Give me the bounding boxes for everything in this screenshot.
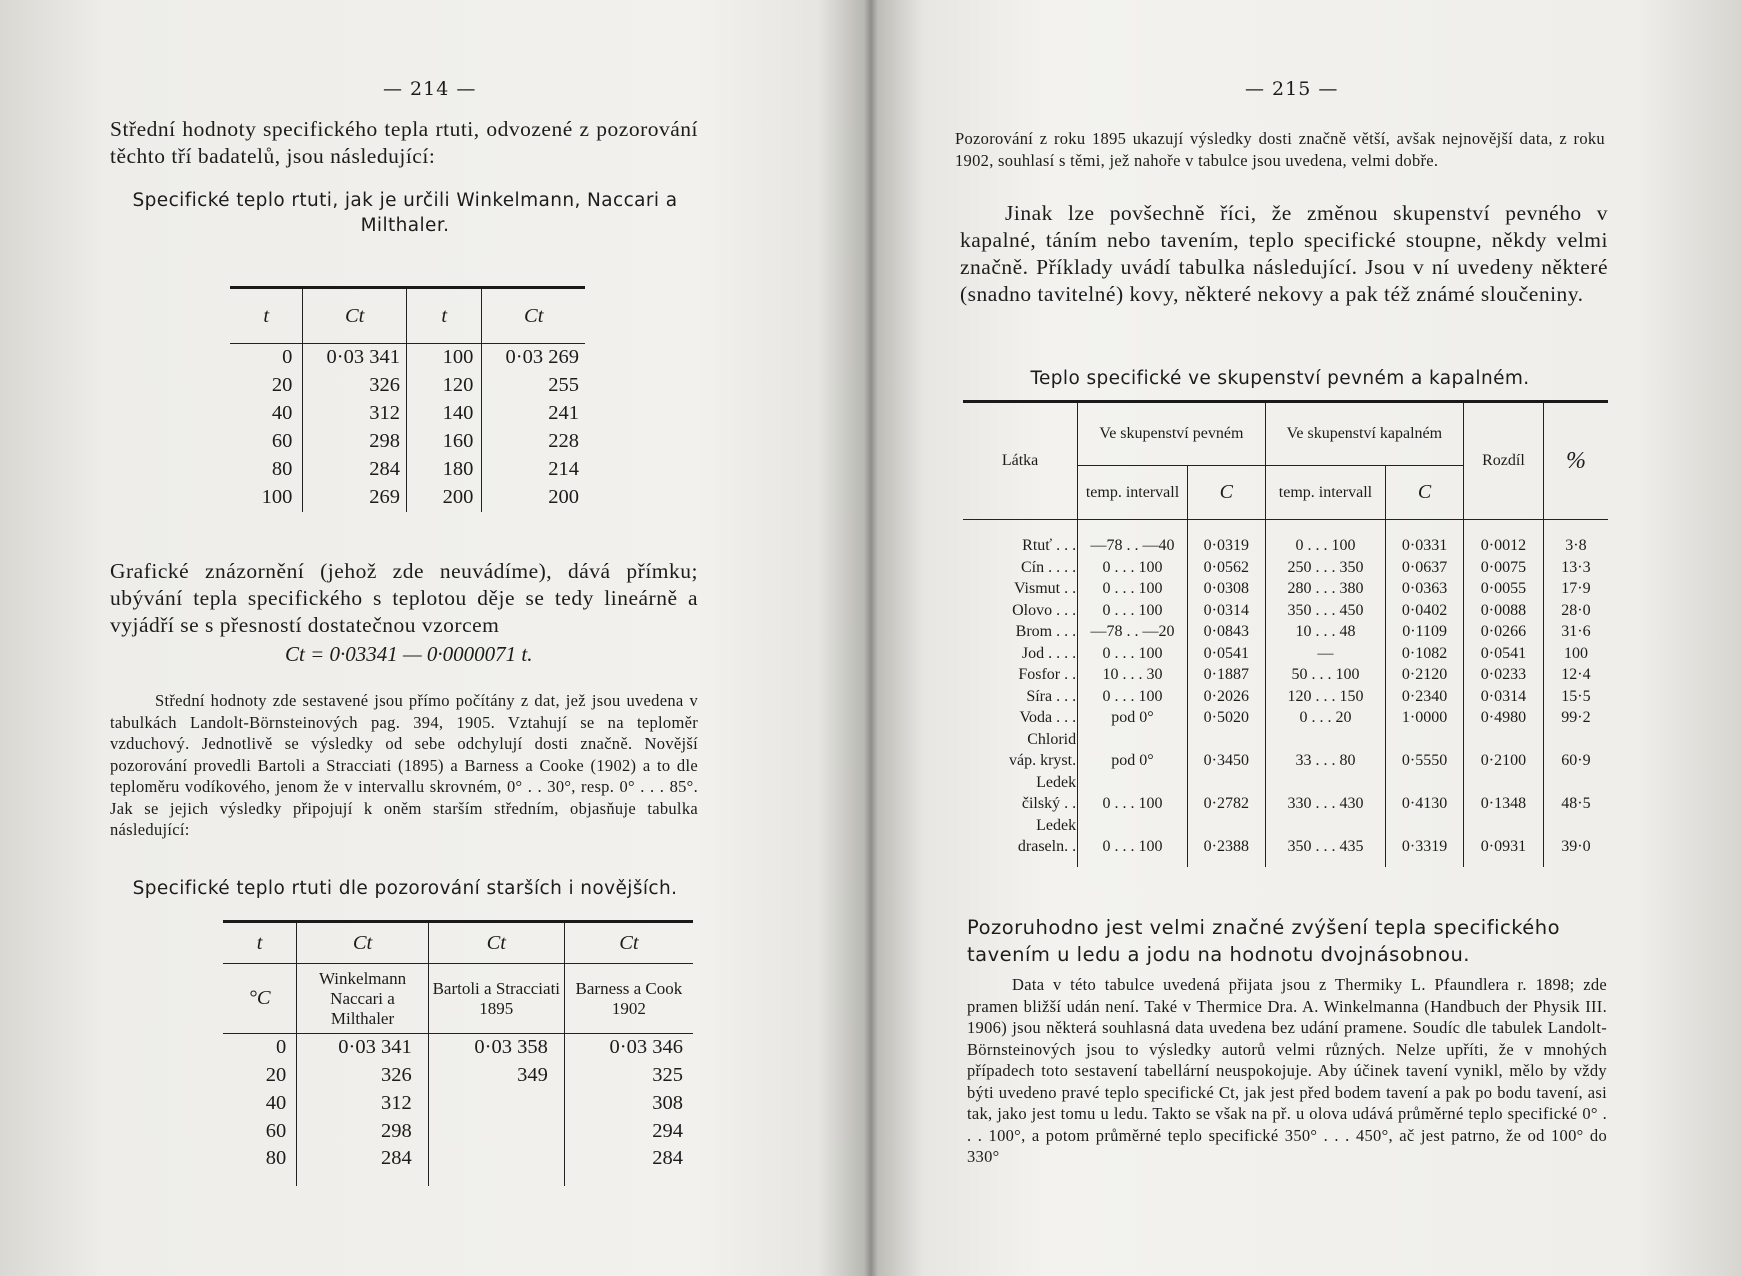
table-cell [1265,772,1385,794]
table-cell [1265,729,1385,751]
table-cell: 0 . . . 100 [1078,837,1188,867]
table-cell: 39·0 [1543,837,1608,867]
table-row [963,600,1608,622]
table-cell: 0·0331 [1386,536,1464,558]
table-cell: 325 [564,1062,693,1090]
table2-title: Specifické teplo rtuti dle pozorování starších i novějších. [132,878,678,899]
table-cell: 0 . . . 20 [1265,708,1385,730]
table-row [223,1146,693,1186]
table-cell: 0·0363 [1386,579,1464,601]
table-cell: 0·3319 [1386,837,1464,867]
table-cell: 48·5 [1543,794,1608,816]
table-cell: 284 [303,456,407,484]
col-header-rozdil: Rozdíl [1463,402,1543,520]
table-cell: 0·0055 [1463,579,1543,601]
table-row [230,372,585,400]
table-cell: 330 . . . 430 [1265,794,1385,816]
table-cell: 60·9 [1543,751,1608,773]
table-cell: 312 [297,1090,429,1118]
col-subheader: Bartoli a Stracciati 1895 [428,964,564,1034]
col-header: Ct [303,288,407,344]
table-cell: 0·0308 [1187,579,1265,601]
table3 [963,400,1608,867]
table-cell [428,1090,564,1118]
col-header: t [406,288,481,344]
table-cell: 99·2 [1543,708,1608,730]
table1-title: Specifické teplo rtuti, jak je určili Winkelmann, Naccari a Milthaler. [132,190,678,236]
table-cell [1187,729,1265,751]
paragraph: Jinak lze povšechně říci, že změnou skupenství pevného v kapalné, táním nebo tavením, teplo specifické stoupne, někdy velmi značně. Příklady uvádí tabulka následující. Jsou v ní uvedeny některé (snadno tavitelné) kovy, některé nekovy a pak též známé sloučeniny. [960,201,1608,306]
table-cell: 28·0 [1543,600,1608,622]
table-cell: 0·2782 [1187,794,1265,816]
table-cell [1463,772,1543,794]
table-cell: 200 [482,484,585,512]
table-cell: 13·3 [1543,557,1608,579]
table-cell: 180 [406,456,481,484]
table-cell: 0·0402 [1386,600,1464,622]
col-header-c: C [1386,466,1464,520]
table-row [230,344,585,372]
table-cell [1078,815,1188,837]
table-cell: 3·8 [1543,536,1608,558]
table-cell [1187,815,1265,837]
table-cell: 0·0541 [1187,643,1265,665]
table-cell: 0·2120 [1386,665,1464,687]
table-cell: 0·03 346 [564,1034,693,1062]
table-cell: 298 [297,1118,429,1146]
table-cell: 0·0843 [1187,622,1265,644]
table-cell: 0 . . . 100 [1265,536,1385,558]
table-cell: 0 . . . 100 [1078,579,1188,601]
table-cell: 60 [271,430,293,452]
table-cell: Ledek [1036,773,1077,791]
table2 [223,920,693,1186]
table-row [963,665,1608,687]
table-cell: Voda . . . [1019,709,1077,727]
table-cell: 0·2026 [1187,686,1265,708]
table-row [963,815,1608,837]
table-header-row [223,922,693,964]
table-cell: 0 [282,346,293,369]
table-cell [1543,772,1608,794]
table-cell: 0·2100 [1463,751,1543,773]
table-cell: 0·0319 [1187,536,1265,558]
table-cell: 0 . . . 100 [1078,794,1188,816]
table-cell: 20 [271,374,293,396]
left-page [105,0,795,1276]
table1 [230,286,585,512]
table-cell: —78 . . —40 [1078,536,1188,558]
table-cell: 100 [1543,643,1608,665]
table-cell: 312 [303,400,407,428]
table-row [963,708,1608,730]
table-cell: —78 . . —20 [1078,622,1188,644]
table-cell: Rtuť . . . [1022,537,1077,555]
table-cell: 284 [297,1146,429,1186]
table-cell: 80 [265,1146,287,1169]
table-row [963,622,1608,644]
table-cell: Brom . . . [1015,623,1077,641]
table-cell: váp. kryst. [1008,752,1077,770]
table-cell: 0·1348 [1463,794,1543,816]
table-row [963,557,1608,579]
col-header: t [256,931,263,954]
table-row [223,1090,693,1118]
table-cell [1187,772,1265,794]
table-row [963,794,1608,816]
table-cell: 350 . . . 435 [1265,837,1385,867]
sources-paragraph: Data v této tabulce uvedená přijata jsou z Thermiky L. Pfaundlera r. 1898; zde pramen bližší udán není. Také v Thermice Dra. A. Winkelmanna (Handbuch der Physik III. 1906) jsou některá souhlasná data uvedena bez udání pramene. Soudíc dle tabulek Landolt-Börnsteinových jsou to výsledky autorů velmi různých. Nelze upříti, že v mnohých případech toto sestavení tabellární neuspokojuje. Aby účinek tavení vynikl, mělo by vždy býti uvedeno pravé teplo specifické Ct, jak jest před bodem tavení a pak po bodu tavení, asi tak, jako jest tomu u ledu. Takto se však na př. u olova udává průměrné teplo specifické 0° . . . 100°, a potom průměrné teplo specifické 350° . . . 450°, ač jest patrno, že od 100° do 330° [967,975,1607,1166]
intro-paragraph: Pozorování z roku 1895 ukazují výsledky dosti značně větší, avšak nejnovější data, z roku 1902, souhlasí s těmi, jež nahoře v tabulce jsou uvedena, velmi dobře. [955,129,1605,170]
col-header: Ct [297,922,429,964]
table-cell: Vismut . . [1013,580,1077,598]
col-header-solid: Ve skupenství pevném [1078,402,1266,466]
table-cell [1543,729,1608,751]
table-subheader-row [223,964,693,1034]
table-cell: 349 [428,1062,564,1090]
col-header-pct: % [1543,402,1608,520]
right-page [955,0,1625,1276]
formula: Ct = 0·03341 — 0·0000071 t. [285,642,533,666]
table-cell: 0·0314 [1187,600,1265,622]
table-header-row [230,288,585,344]
intro-paragraph: Střední hodnoty specifického tepla rtuti, odvozené z pozorování těchto tří badatelů, jsou následující: [110,117,698,168]
table-cell: 200 [406,484,481,512]
table-cell: 0·5020 [1187,708,1265,730]
table-cell: Síra . . . [1026,687,1077,705]
table-cell: 0·0931 [1463,837,1543,867]
table-cell [1463,815,1543,837]
table-cell: 1·0000 [1386,708,1464,730]
table-cell: 40 [271,402,293,424]
table-row [230,456,585,484]
table-cell [1386,772,1464,794]
table-cell: 0 [276,1036,287,1059]
table-cell: 100 [261,486,293,508]
table-cell: 241 [482,400,585,428]
table-cell [1386,815,1464,837]
table-cell: 10 . . . 30 [1078,665,1188,687]
table-cell: Ledek [1036,816,1077,834]
table-cell: 0 . . . 100 [1078,643,1188,665]
table-row [223,1062,693,1090]
table-cell: 0·0233 [1463,665,1543,687]
col-header-temp: temp. intervall [1265,466,1385,520]
table-cell: 10 . . . 48 [1265,622,1385,644]
table-cell [1463,729,1543,751]
table-cell: Cín . . . . [1020,558,1077,576]
table-cell: 0·0562 [1187,557,1265,579]
col-header: Ct [428,922,564,964]
table-cell: 298 [303,428,407,456]
table-cell [1265,815,1385,837]
table-cell: 0 . . . 100 [1078,686,1188,708]
col-header: t [263,304,270,327]
bold-paragraph: Pozoruhodno jest velmi značné zvýšení tepla specifického tavením u ledu a jodu na hodnotu dvojnásobnou. [967,916,1561,966]
table-row [230,400,585,428]
table-cell: 0·0314 [1463,686,1543,708]
table-cell: Fosfor . . [1018,666,1077,684]
page-number: — 214 — [383,78,477,100]
col-subheader: Barness a Cook 1902 [564,964,693,1034]
table-cell [1386,729,1464,751]
table-cell: 0·0075 [1463,557,1543,579]
col-header-temp: temp. intervall [1078,466,1188,520]
table-cell: čilský . . [1021,795,1077,813]
table-cell: Chlorid [1027,730,1077,748]
table-cell: 0·03 269 [482,344,585,372]
page-number: — 215 — [1245,78,1339,100]
table-row [963,772,1608,794]
table-cell: 0·1082 [1386,643,1464,665]
col-subheader: °C [248,987,271,1009]
table-cell: 0·3450 [1187,751,1265,773]
table-cell: 0·5550 [1386,751,1464,773]
table-row [223,1034,693,1062]
table-row [963,686,1608,708]
table-cell: 0·03 341 [297,1034,429,1062]
table-row [963,536,1608,558]
table-cell: 0·1887 [1187,665,1265,687]
table-row [230,484,585,512]
col-header-liquid: Ve skupenství kapalném [1265,402,1463,466]
col-header-latka: Látka [963,402,1078,520]
table-cell: 20 [265,1064,287,1086]
table-row [963,643,1608,665]
table-cell: 17·9 [1543,579,1608,601]
table-row [223,1118,693,1146]
table-cell: 0·0637 [1386,557,1464,579]
table-cell: pod 0° [1078,751,1188,773]
table-header-row [963,402,1608,466]
table-cell: 50 . . . 100 [1265,665,1385,687]
table-cell: 0·0541 [1463,643,1543,665]
table-cell: 228 [482,428,585,456]
table-cell: 0·4980 [1463,708,1543,730]
table-cell: 0·1109 [1386,622,1464,644]
table-cell: 0·0012 [1463,536,1543,558]
col-header: Ct [564,922,693,964]
col-header-c: C [1187,466,1265,520]
table-cell: 0·4130 [1386,794,1464,816]
table-cell: 0 . . . 100 [1078,557,1188,579]
table-cell: 269 [303,484,407,512]
col-subheader: Winkelmann Naccari a Milthaler [297,964,429,1034]
table-cell: 120 . . . 150 [1265,686,1385,708]
table-cell: Jod . . . . [1021,644,1077,662]
table-cell: 280 . . . 380 [1265,579,1385,601]
col-header: Ct [482,288,585,344]
table-cell: 0·0266 [1463,622,1543,644]
table-cell: 31·6 [1543,622,1608,644]
table-cell: 0·03 358 [428,1034,564,1062]
table-cell: 33 . . . 80 [1265,751,1385,773]
table-cell [428,1146,564,1186]
table-row [963,837,1608,867]
table-cell: 140 [406,400,481,428]
table3-title: Teplo specifické ve skupenství pevném a kapalném. [1030,368,1530,389]
table-cell: 308 [564,1090,693,1118]
table-cell: 40 [265,1092,287,1114]
table-cell: 0·2388 [1187,837,1265,867]
table-cell: 0·03 341 [303,344,407,372]
table-cell [428,1118,564,1146]
notes-paragraph: Střední hodnoty zde sestavené jsou přímo počítány z dat, jež jsou uvedena v tabulkách Landolt-Börnsteinových pag. 394, 1905. Vztahují se na teploměr vzduchový. Jednotlivě se výsledky od sebe odchylují dosti značně. Novější pozorování provedli Bartoli a Stracciati (1895) a Barness a Cooke (1902) a to dle teploměru vodíkového, jenom že v intervallu skrovném, 0° . . 30°, resp. 0° . . . 85°. Jak se jejich výsledky připojují k oněm starším středním, objasňuje tabulka následující: [110,691,698,839]
table-row [963,751,1608,773]
table-cell [1078,772,1188,794]
table-cell: Olovo . . . [1012,601,1077,619]
table-cell: draseln. . [1017,837,1077,855]
table-cell: 0·0088 [1463,600,1543,622]
table-cell: 120 [406,372,481,400]
table-cell: 250 . . . 350 [1265,557,1385,579]
table-cell: 160 [406,428,481,456]
table-cell: 60 [265,1120,287,1142]
table-cell: 214 [482,456,585,484]
table-cell: 255 [482,372,585,400]
table-cell: 0 . . . 100 [1078,600,1188,622]
table-cell: 15·5 [1543,686,1608,708]
table-cell: 350 . . . 450 [1265,600,1385,622]
table-cell: pod 0° [1078,708,1188,730]
table-cell: 326 [297,1062,429,1090]
graph-paragraph: Grafické znázornění (jehož zde neuvádíme), dává přímku; ubývání tepla specifického s teplotou děje se tedy lineárně a vyjádří se s přesností dostatečnou vzorcem [110,559,698,637]
table-row [963,579,1608,601]
table-cell: — [1265,643,1385,665]
table-row [963,729,1608,751]
table-cell: 100 [406,344,481,372]
table-cell: 80 [271,458,293,480]
table-cell: 326 [303,372,407,400]
table-row [230,428,585,456]
table-cell: 284 [564,1146,693,1186]
table-cell: 294 [564,1118,693,1146]
table-cell: 0·2340 [1386,686,1464,708]
table-cell [1543,815,1608,837]
table-cell [1078,729,1188,751]
table-cell: 12·4 [1543,665,1608,687]
